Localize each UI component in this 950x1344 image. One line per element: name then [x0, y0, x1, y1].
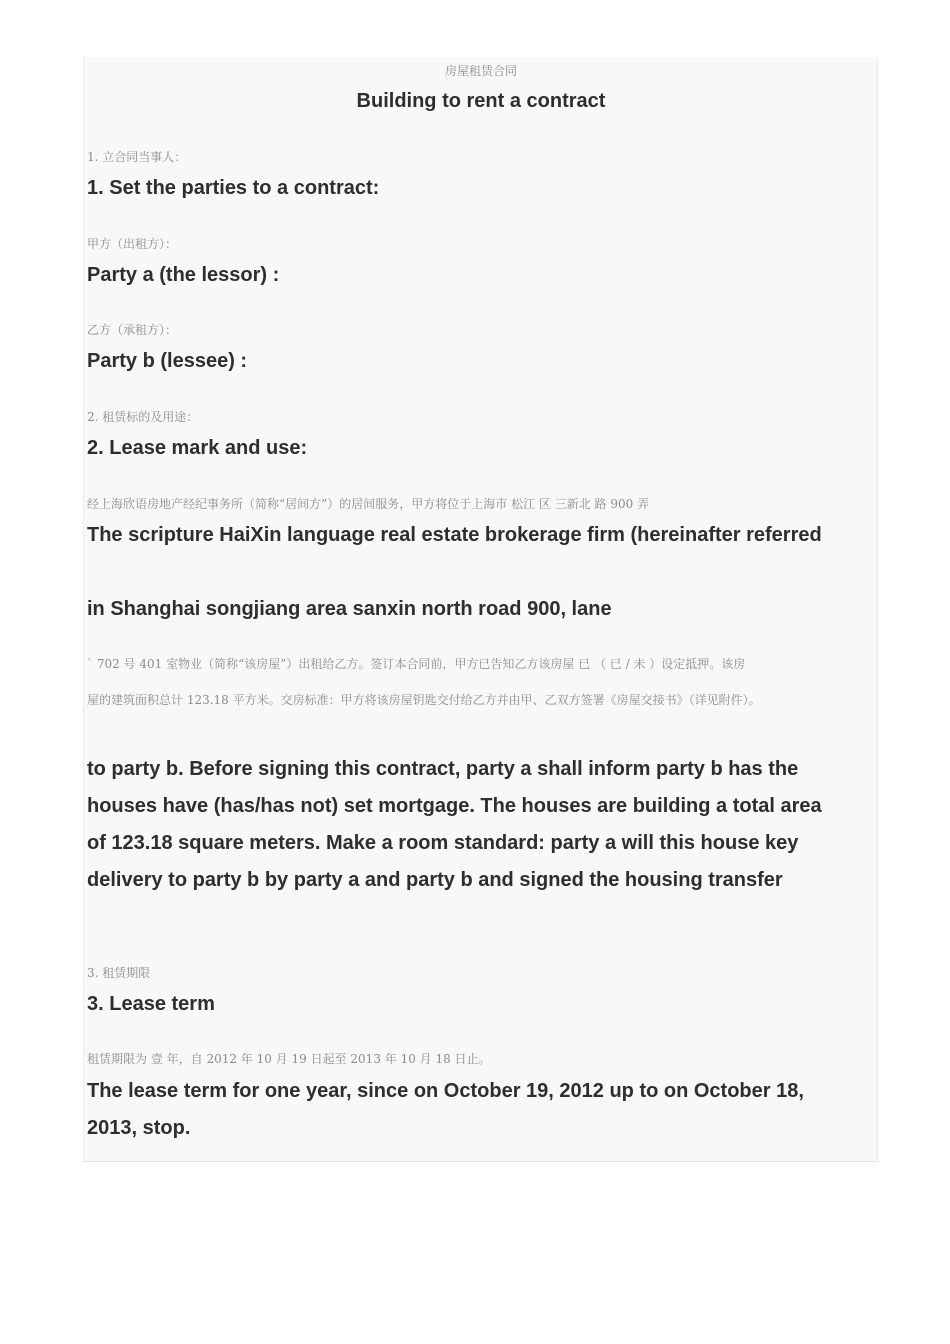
section-2-heading-en: 2. Lease mark and use:: [87, 437, 308, 459]
section-2-heading-cn: 2. 租赁标的及用途：: [87, 410, 199, 424]
section-2-body-en-line-3: to party b. Before signing this contract, party a shall inform party b has the: [87, 758, 799, 780]
section-1-heading-cn: 1. 立合同当事人：: [87, 150, 187, 164]
party-a-cn: 甲方（出租方）：: [87, 237, 178, 251]
section-3-body-en-line-2: 2013, stop.: [87, 1117, 191, 1139]
section-3-heading-cn: 3. 租赁期限: [87, 966, 151, 980]
section-2-body-en-line-5: of 123.18 square meters. Make a room standard: party a will this house key: [87, 832, 799, 854]
section-2-body-en-line-4: houses have (has/has not) set mortgage. The houses are building a total area: [87, 795, 822, 817]
section-3-body-en-line-1: The lease term for one year, since on October 19, 2012 up to on October 18,: [87, 1080, 804, 1102]
party-b-cn: 乙方（承租方）：: [87, 323, 178, 337]
section-2-body-en-line-6: delivery to party b by party a and party b and signed the housing transfer: [87, 869, 783, 891]
party-b-en: Party b (lessee) :: [87, 350, 248, 372]
section-2-body-cn-line-1: 经上海欣语房地产经纪事务所（简称“居间方”）的居间服务，甲方将位于上海市 松江 区 三新北 路 900 弄: [87, 497, 650, 511]
section-3-heading-en: 3. Lease term: [87, 993, 215, 1015]
section-2-body-cn-line-2: ` 702 号 401 室物业（简称“该房屋”）出租给乙方。签订本合同前，甲方已告知乙方该房屋 已 （ 已 / 未 ）设定抵押。该房: [87, 657, 746, 671]
section-1-heading-en: 1. Set the parties to a contract:: [87, 177, 380, 199]
section-2-body-en-line-1: The scripture HaiXin language real estate brokerage firm (hereinafter referred: [87, 524, 822, 546]
title-cn: 房屋租赁合同: [444, 64, 517, 78]
party-a-en: Party a (the lessor) :: [87, 264, 280, 286]
section-3-body-cn: 租赁期限为 壹 年，自 2012 年 10 月 19 日起至 2013 年 10 月 18 日止。: [87, 1052, 491, 1066]
section-2-body-en-line-2: in Shanghai songjiang area sanxin north road 900, lane: [87, 598, 612, 620]
section-2-body-cn-line-3: 屋的建筑面积总计 123.18 平方米。交房标准：甲方将该房屋钥匙交付给乙方并由甲、乙双方签署《房屋交接书》（详见附件）。: [87, 693, 761, 707]
title-en: Building to rent a contract: [356, 90, 606, 112]
